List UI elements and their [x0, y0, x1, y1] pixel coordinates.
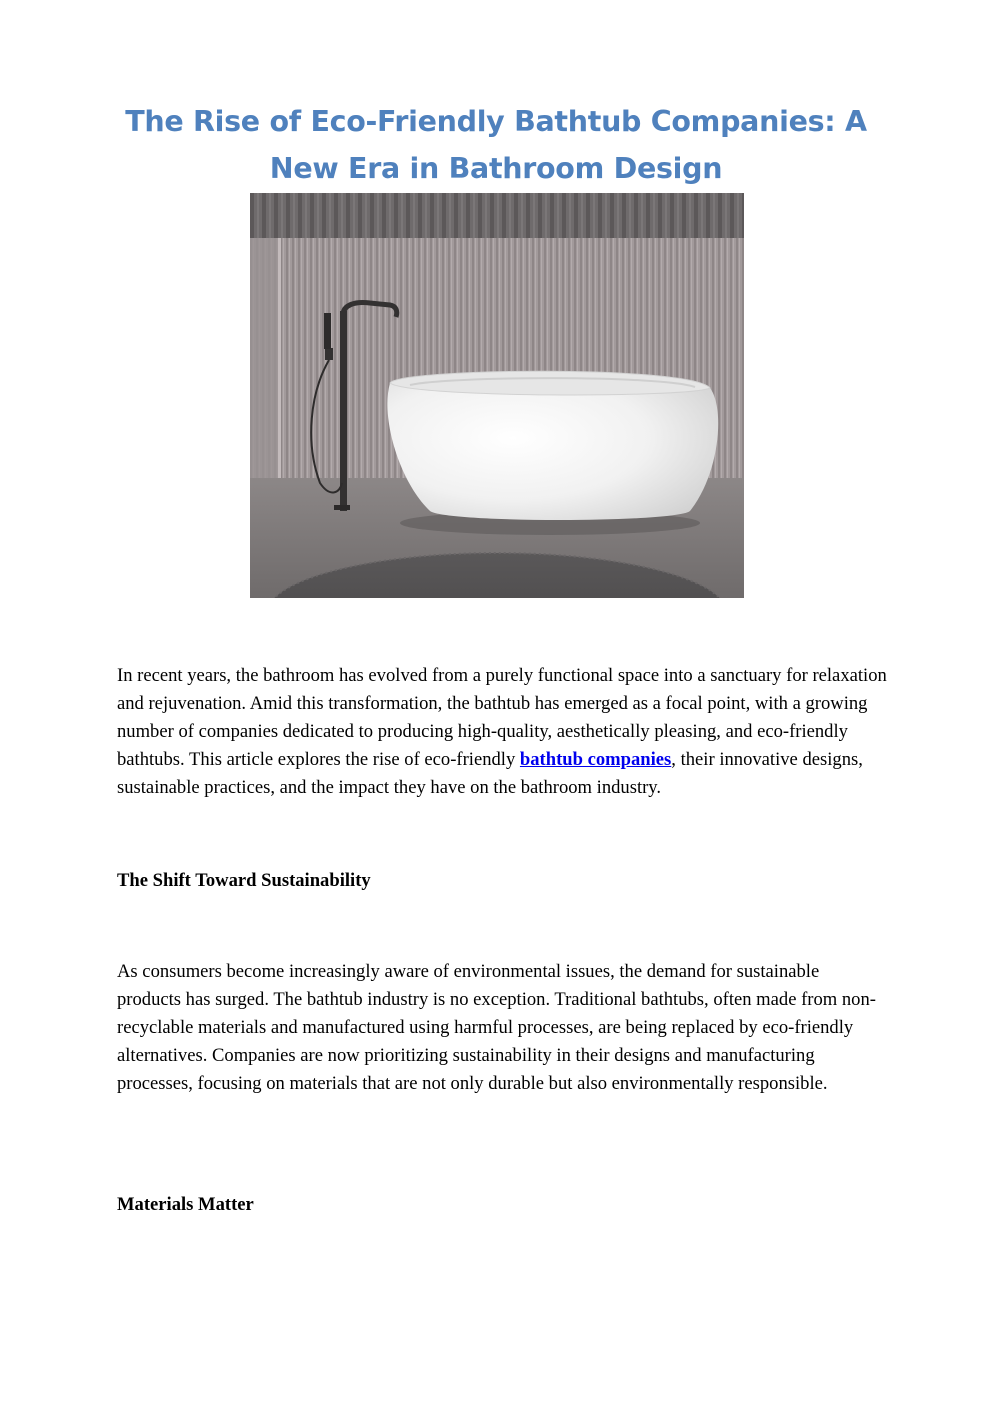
bathtub-companies-link[interactable]: bathtub companies	[519, 749, 672, 770]
intro-text-after-link: , their innovative designs, sustainable practices, and the impact they have on the bathroom industry.	[117, 749, 863, 798]
document-title: The Rise of Eco-Friendly Bathtub Companies: A New Era in Bathroom Design	[125, 105, 867, 185]
section-heading-sustainability: The Shift Toward Sustainability	[117, 870, 371, 891]
section-heading-materials: Materials Matter	[117, 1194, 254, 1215]
intro-text-before-link: In recent years, the bathroom has evolved from a purely functional space into a sanctuary for relaxation and rejuvenation. Amid this transformation, the bathtub has emerged as a focal point, with a growing number of companies dedicated to producing high-quality, aesthetically pleasing, and eco-friendly bathtubs. This article explores the rise of eco-friendly	[117, 665, 887, 770]
sustainability-paragraph: As consumers become increasingly aware of environmental issues, the demand for sustainable products has surged. The bathtub industry is no exception. Traditional bathtubs, often made from non-recyclable materials and manufactured using harmful processes, are being replaced by eco-friendly alternatives. Companies are now prioritizing sustainability in their designs and manufacturing processes, focusing on materials that are not only durable but also environmentally responsible.	[117, 961, 876, 1094]
bathtub-photo	[250, 193, 744, 598]
intro-paragraph	[117, 662, 887, 802]
